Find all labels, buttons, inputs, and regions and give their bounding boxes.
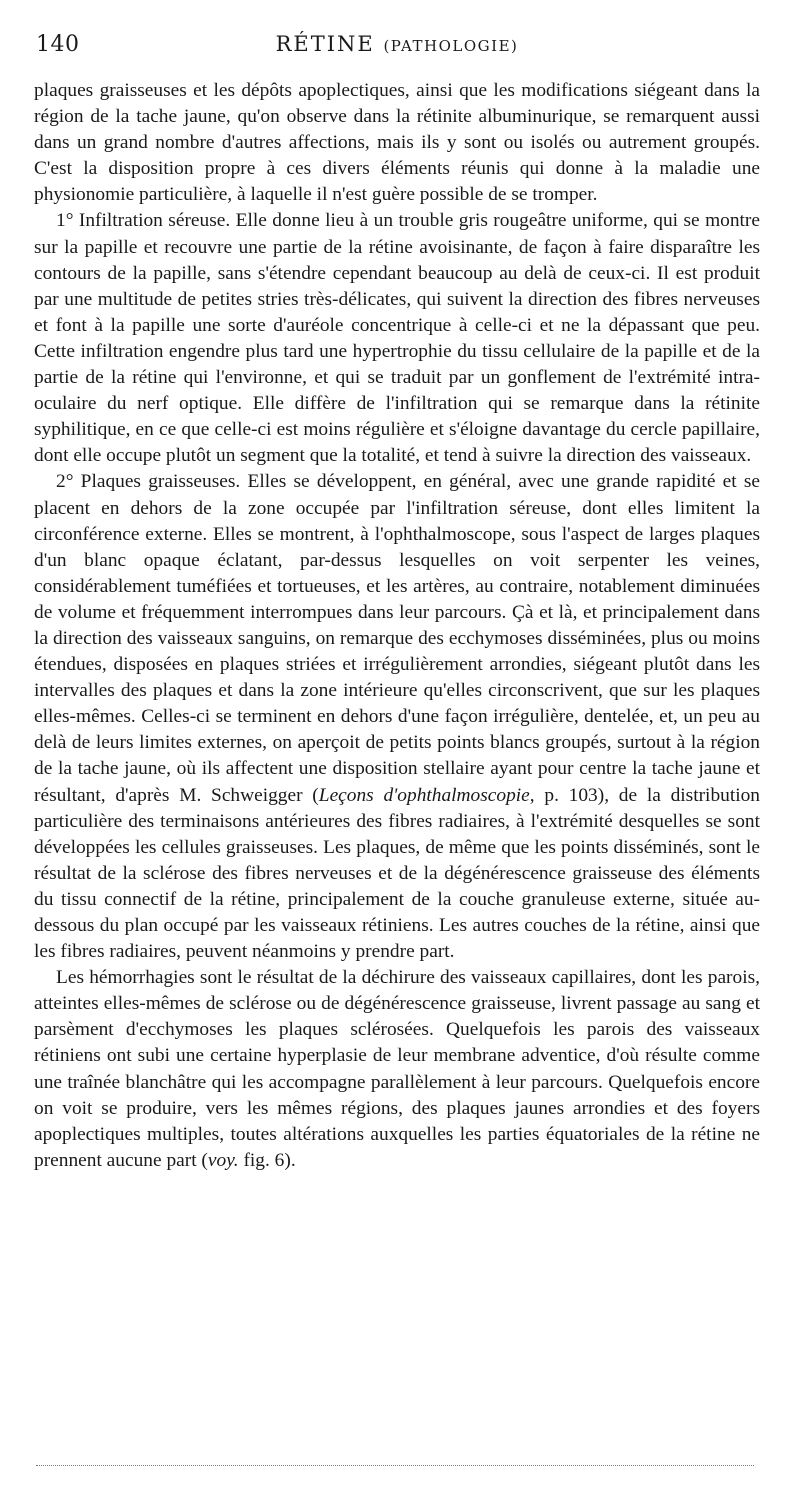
page-number: 140 (36, 32, 80, 57)
citation-title: Leçons d'ophthalmoscopie (318, 784, 530, 806)
page-header (34, 28, 760, 62)
paragraph-plaques-graisseuses (34, 469, 760, 965)
footer-dotted-rule (36, 1465, 754, 1466)
running-head (34, 32, 760, 56)
paragraph-infiltration-sereuse: 1° Infiltration séreuse. Elle donne lieu à un trouble gris rougeâtre uniforme, qui se montre sur la papille et recouvre une partie de la rétine avoisinante, de façon à faire disparaître les contours de la papille, sans s'étendre cependant beaucoup au delà de ceux-ci. Il est produit par une multitude de petites stries très-délicates, qui suivent la direction des fibres nerveuses et font à la papille une sorte d'auréole concentrique à celle-ci et ne la dépassant que peu. Cette infiltration engendre plus tard une hypertrophie du tissu cellulaire de la papille et de la partie de la rétine qui l'environne, et qui se traduit par un gonflement de l'extrémité intra-oculaire du nerf optique. Elle diffère de l'infiltration qui se remarque dans la rétinite syphilitique, en ce que celle-ci est moins régulière et s'éloigne davantage du cercle papillaire, dont elle occupe plutôt un segment que la totalité, et tend à suivre la direction des vaisseaux. (34, 210, 760, 467)
running-title: RÉTINE (275, 32, 375, 56)
paragraph-text-before-reference: Les hémorrhagies sont le résultat de la déchirure des vaisseaux capillaires, dont les parois, atteintes elles-mêmes de sclérose ou de dégénérescence graisseuse, livrent passage au sang et parsèment d'ecchymoses les plaques sclérosées. Quelquefois les parois des vaisseaux rétiniens ont subi une certaine hyperplasie de leur membrane adventice, d'où résulte comme une traînée blanchâtre qui les accompagne parallèlement à leur parcours. Quelquefois encore on voit se produire, vers les mêmes régions, des plaques jaunes arrondies et des foyers apoplectiques multiples, toutes altérations auxquelles les parties équatoriales de la rétine ne prennent aucune part ( (34, 967, 760, 1171)
body-text (34, 78, 760, 1174)
running-subtitle: (PATHOLOGIE) (383, 37, 519, 55)
paragraph-text-after-reference: fig. 6). (238, 1149, 296, 1171)
paragraph-continuation: plaques graisseuses et les dépôts apoplectiques, ainsi que les modifications siégeant dans la région de la tache jaune, qu'on observe dans la rétinite albuminurique, se remarquent aussi dans un grand nombre d'autres affections, mais ils y sont ou isolés ou autrement groupés. C'est la disposition propre à ces divers éléments réunis qui donne à la maladie une physionomie particulière, à laquelle il n'est guère possible de se tromper. (34, 80, 760, 206)
paragraph-hemorrhagies (34, 965, 760, 1174)
reference-voy: voy. (207, 1149, 239, 1171)
paragraph-text-before-citation: 2° Plaques graisseuses. Elles se développent, en général, avec une grande rapidité et se placent en dehors de la zone occupée par l'infiltration séreuse, dont elles limitent la circonférence externe. Elles se montrent, à l'ophthalmoscope, sous l'aspect de larges plaques d'un blanc opaque éclatant, par-dessus lesquelles on voit serpenter les veines, considérablement tuméfiées et tortueuses, et les artères, au contraire, notablement diminuées de volume et fréquemment interrompues dans leur parcours. Çà et là, et principalement dans la direction des vaisseaux sanguins, on remarque des ecchymoses disséminées, plus ou moins étendues, disposées en plaques striées et irrégulièrement arrondies, siégeant plutôt dans les intervalles des plaques et dans la zone intérieure qu'elles circonscrivent, que sur les plaques elles-mêmes. Celles-ci se terminent en dehors d'une façon irrégulière, dentelée, et, un peu au delà de leurs limites externes, on aperçoit de petits points blancs groupés, surtout à la région de la tache jaune, où ils affectent une disposition stellaire ayant pour centre la tache jaune et résultant, d'après M. Schweigger ( (34, 471, 760, 806)
paragraph-text-after-citation: , p. 103), de la distribution particulière des terminaisons antérieures des fibres radiaires, à l'extrémité desquelles se sont développées les cellules graisseuses. Les plaques, de même que les points disséminés, sont le résultat de la sclérose des fibres nerveuses et de la dégénérescence graisseuse des éléments du tissu connectif de la rétine, principalement de la couche granuleuse externe, située au-dessous du plan occupé par les vaisseaux rétiniens. Les autres couches de la rétine, ainsi que les fibres radiaires, peuvent néanmoins y prendre part. (34, 784, 760, 963)
